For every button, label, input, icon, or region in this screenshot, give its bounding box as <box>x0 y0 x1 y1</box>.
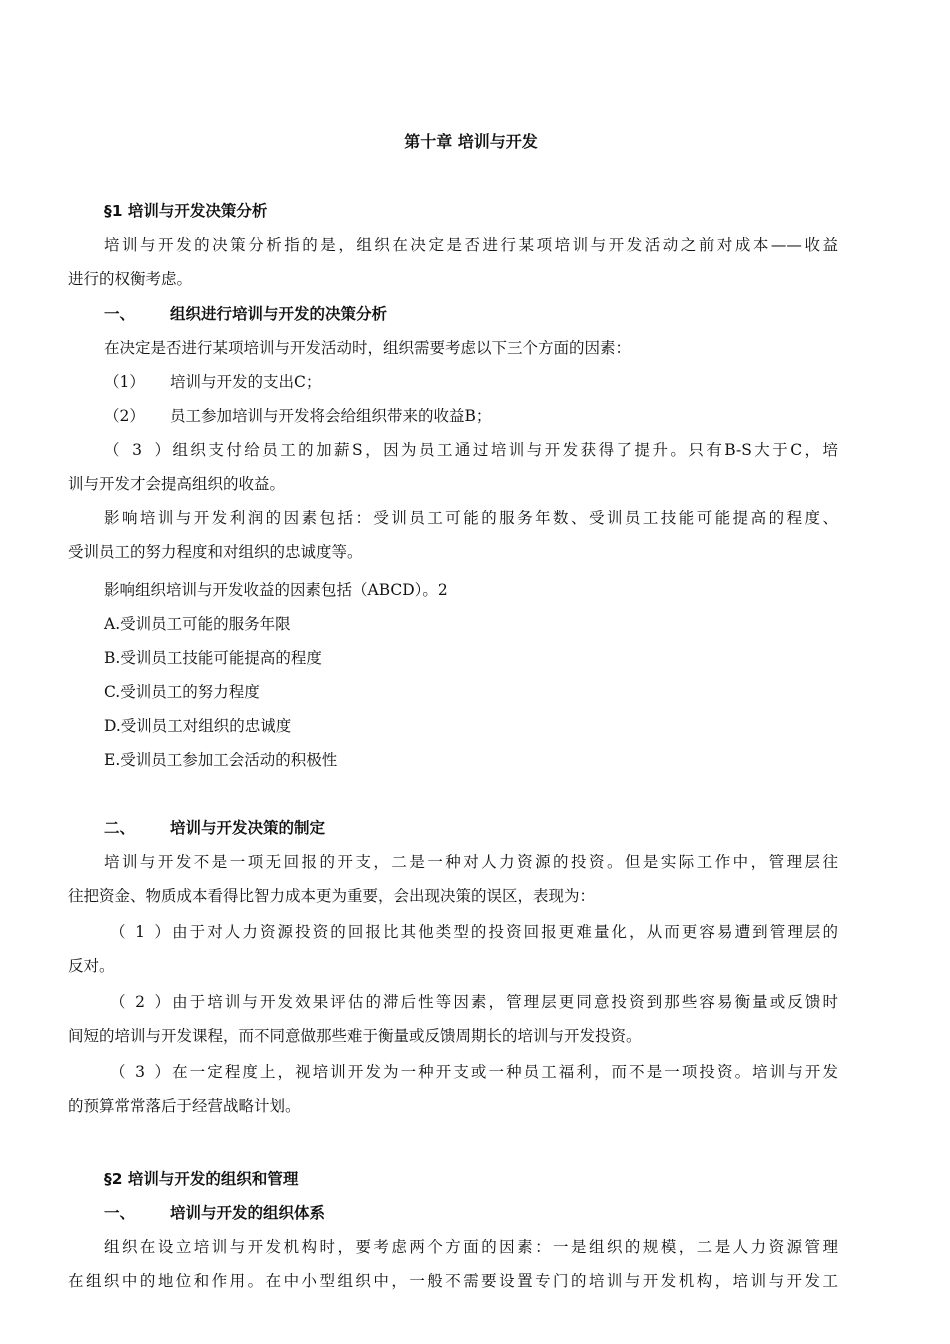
subheading-title: 培训与开发的组织体系 <box>170 1204 326 1222</box>
option-e: E.受训员工参加工会活动的积极性 <box>104 751 338 769</box>
list-item-number: （2） <box>104 407 145 425</box>
list-item-number: （1） <box>110 923 170 941</box>
list-item-text: 由于培训与开发效果评估的滞后性等因素，管理层更同意投资到那些容易衡量或反馈时 <box>170 993 838 1011</box>
s2-subheading-1 <box>104 1203 838 1223</box>
list-item-continuation: 训与开发才会提高组织的收益。 <box>68 475 286 493</box>
subheading-number: 一、 <box>104 305 136 323</box>
misconception-item <box>110 992 838 1012</box>
section-2-heading: §2 培训与开发的组织和管理 <box>104 1170 299 1188</box>
misconception-item <box>110 922 838 942</box>
option-c: C.受训员工的努力程度 <box>104 683 260 701</box>
s2-paragraph-1-line-2: 在组织中的地位和作用。在中小型组织中，一般不需要设置专门的培训与开发机构，培训与开发工 <box>68 1272 838 1290</box>
s1-paragraph-3-line-2: 往把资金、物质成本看得比智力成本更为重要，会出现决策的误区，表现为： <box>68 887 596 905</box>
subheading-title: 组织进行培训与开发的决策分析 <box>170 305 388 323</box>
list-item-text: 在一定程度上，视培训开发为一种开支或一种员工福利，而不是一项投资。培训与开发 <box>170 1063 838 1081</box>
s1-subheading-1 <box>104 304 838 324</box>
list-item <box>104 406 838 426</box>
s2-paragraph-1-line-1: 组织在设立培训与开发机构时，要考虑两个方面的因素：一是组织的规模，二是人力资源管理 <box>104 1238 838 1256</box>
list-item-number: （1） <box>104 373 145 391</box>
misconception-item-continuation: 间短的培训与开发课程，而不同意做那些难于衡量或反馈周期长的培训与开发投资。 <box>68 1027 642 1045</box>
chapter-title: 第十章 培训与开发 <box>404 132 538 151</box>
option-d: D.受训员工对组织的忠诚度 <box>104 717 292 735</box>
list-item-text: 员工参加培训与开发将会给组织带来的收益B； <box>170 407 492 425</box>
list-item-number: （3） <box>104 441 170 459</box>
s1-intro-line-1: 培训与开发的决策分析指的是，组织在决定是否进行某项培训与开发活动之前对成本——收益 <box>104 236 838 254</box>
s1-paragraph-3-line-1: 培训与开发不是一项无回报的开支，二是一种对人力资源的投资。但是实际工作中，管理层往 <box>104 853 838 871</box>
question-text: 影响组织培训与开发收益的因素包括（ABCD）。2 <box>104 581 448 599</box>
list-item-text: 培训与开发的支出C； <box>170 373 322 391</box>
option-a: A.受训员工可能的服务年限 <box>104 615 291 633</box>
subheading-number: 二、 <box>104 819 136 837</box>
list-item-number: （2） <box>110 993 170 1011</box>
misconception-item-continuation: 的预算常常落后于经营战略计划。 <box>68 1097 301 1115</box>
misconception-item <box>110 1062 838 1082</box>
subheading-number: 一、 <box>104 1204 136 1222</box>
list-item-text: 组织支付给员工的加薪S，因为员工通过培训与开发获得了提升。只有B-S大于C，培 <box>170 441 838 459</box>
s1-subheading-2 <box>104 818 838 838</box>
list-item <box>104 440 838 460</box>
s1-paragraph-1: 在决定是否进行某项培训与开发活动时，组织需要考虑以下三个方面的因素： <box>104 339 632 357</box>
s1-intro-line-2: 进行的权衡考虑。 <box>68 270 193 288</box>
subheading-title: 培训与开发决策的制定 <box>170 819 326 837</box>
misconception-item-continuation: 反对。 <box>68 957 115 975</box>
list-item-text: 由于对人力资源投资的回报比其他类型的投资回报更难量化，从而更容易遭到管理层的 <box>170 923 838 941</box>
list-item-number: （3） <box>110 1063 170 1081</box>
s1-paragraph-2-line-1: 影响培训与开发利润的因素包括：受训员工可能的服务年数、受训员工技能可能提高的程度、 <box>104 509 838 527</box>
option-b: B.受训员工技能可能提高的程度 <box>104 649 322 667</box>
section-1-heading: §1 培训与开发决策分析 <box>104 202 268 220</box>
s1-paragraph-2-line-2: 受训员工的努力程度和对组织的忠诚度等。 <box>68 543 363 561</box>
list-item <box>104 372 838 392</box>
